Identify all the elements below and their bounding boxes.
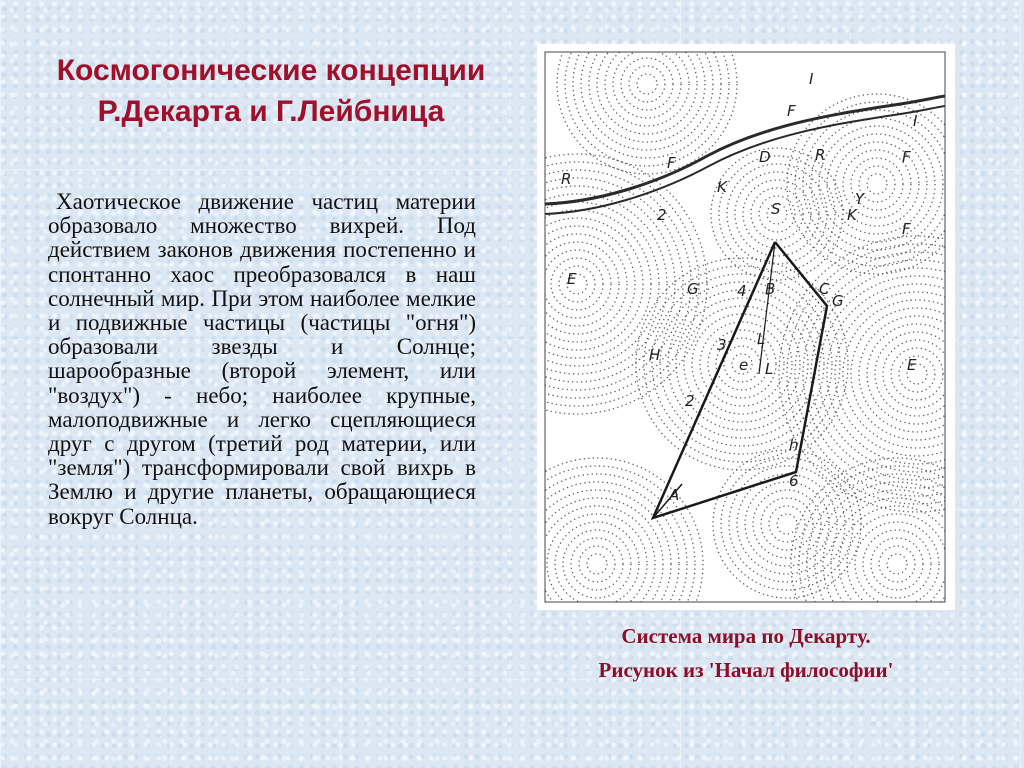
figure-caption-source: Рисунок из 'Начал философии' (598, 658, 894, 682)
fig-label-h: h (789, 436, 799, 454)
fig-label-R-right: R (815, 146, 826, 164)
fig-label-E-left: E (567, 270, 577, 288)
fig-label-S: S (771, 200, 781, 218)
fig-label-C: C (819, 280, 830, 298)
fig-label-A: A (669, 486, 680, 504)
figure-caption-title: Система мира по Декарту. (621, 624, 871, 648)
fig-label-6: 6 (789, 472, 799, 490)
fig-label-G-right: G (832, 292, 844, 310)
slide-title: Космогонические концепции Р.Декарта и Г.Лейбница (56, 54, 486, 128)
fig-label-I-top: I (809, 70, 814, 88)
fig-label-K-right: K (847, 206, 857, 224)
vortex-drawing (537, 44, 955, 610)
fig-label-F-top: F (787, 102, 796, 120)
fig-label-e: e (739, 356, 749, 374)
fig-label-L-lower: L (765, 360, 774, 378)
fig-label-L-upper: L (757, 330, 766, 348)
fig-label-D: D (759, 148, 771, 166)
fig-label-3: 3 (717, 336, 727, 354)
fig-label-I-right: I (913, 112, 918, 130)
fig-label-R-left: R (561, 170, 572, 188)
fig-label-B: B (765, 280, 776, 298)
fig-label-F-left: F (667, 154, 676, 172)
fig-label-4: 4 (737, 282, 747, 300)
fig-label-E-right: E (907, 356, 917, 374)
fig-label-Y: Y (855, 190, 865, 208)
body-paragraph: Хаотическое движение частиц материи образовало множество вихрей. Под действием законов движения постепенно и спонтанно хаос преобразовался в наш солнечный мир. При этом наиболее мелкие и подвижные частицы (частицы "огня") образовали звезды и Солнце; шарообразные (второй элемент, или "воздух") - небо; наиболее крупные, малоподвижные и легко сцепляющиеся друг с другом (третий род материи, или "земля") трансформировали свой вихрь в Землю и другие планеты, обращающиеся вокруг Солнца. (48, 189, 476, 529)
fig-label-G-left: G (687, 280, 699, 298)
descartes-vortex-figure (537, 44, 955, 610)
fig-label-F-right2: F (902, 220, 911, 238)
fig-label-F-right: F (902, 148, 911, 166)
fig-label-H-left: H (649, 346, 661, 364)
fig-label-2-top: 2 (657, 206, 667, 224)
fig-label-2-mid: 2 (685, 392, 695, 410)
fig-label-K-left: K (717, 178, 727, 196)
